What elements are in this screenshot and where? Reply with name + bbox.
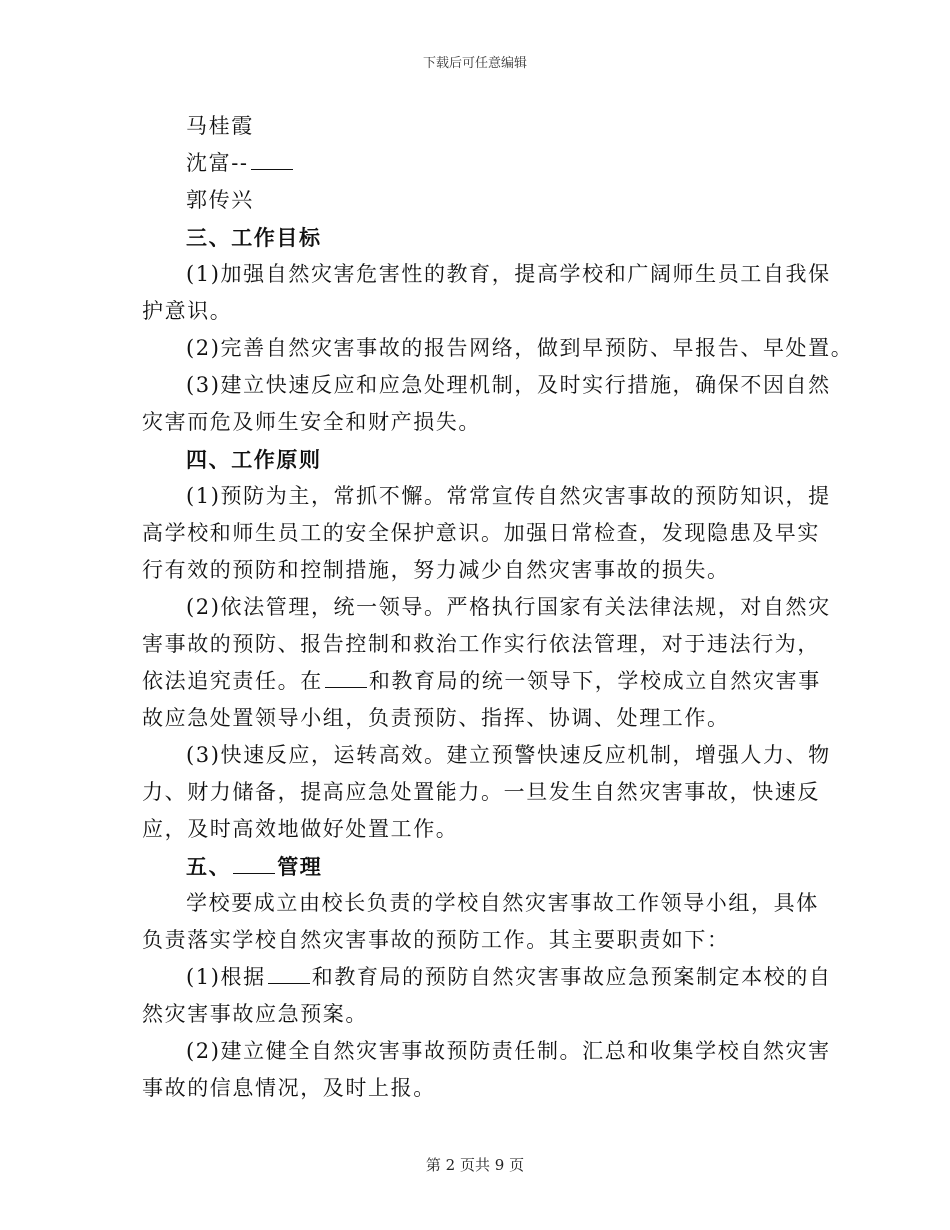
text-line: (1)加强自然灾害危害性的教育，提高学校和广阔师生员工自我保 [186, 262, 831, 286]
text-line: 事故的信息情况，及时上报。 [142, 1076, 436, 1100]
text-line: (1)预防为主，常抓不懈。常常宣传自然灾害事故的预防知识，提 [186, 484, 831, 508]
page-footer: 第 2 页共 9 页 [425, 1156, 525, 1174]
text-line: 应，及时高效地做好处置工作。 [142, 817, 459, 841]
heading-segment: 五、 [186, 854, 232, 879]
text-line: 负责落实学校自然灾害事故的预防工作。其主要职责如下： [142, 928, 730, 952]
text-line [142, 959, 832, 996]
heading-segment: 管理 [277, 854, 323, 879]
section-heading [142, 848, 822, 885]
text-line: 力、财力储备，提高应急处置能力。一旦发生自然灾害事故，快速反 [142, 780, 820, 804]
text-segment: 和教育局的统一领导下，学校成立自然灾害事 [368, 669, 821, 693]
text-line: (3)建立快速反应和应急处理机制，及时实行措施，确保不因自然 [186, 373, 831, 397]
text-line: 灾害而危及师生安全和财产损失。 [142, 410, 481, 434]
fill-blank [233, 853, 275, 874]
fill-blank [325, 667, 367, 688]
text-line: (3)快速反应，运转高效。建立预警快速反应机制，增强人力、物 [186, 743, 831, 767]
text-line: 护意识。 [142, 299, 233, 323]
fill-blank [268, 963, 310, 984]
text-line: 高学校和师生员工的安全保护意识。加强日常检查，发现隐患及早实 [142, 521, 820, 545]
text-line [142, 663, 822, 700]
section-heading: 三、工作目标 [186, 225, 322, 250]
text-line: 害事故的预防、报告控制和救治工作实行依法管理，对于违法行为， [142, 632, 820, 656]
text-line: 故应急处置领导小组，负责预防、指挥、协调、处理工作。 [142, 706, 730, 730]
text-line: (2)建立健全自然灾害事故预防责任制。汇总和收集学校自然灾害 [186, 1039, 831, 1063]
fill-blank [251, 149, 293, 170]
name-text: 沈富-- [186, 151, 249, 175]
text-line: (2)依法管理，统一领导。严格执行国家有关法律法规，对自然灾 [186, 595, 831, 619]
name-line: 马桂霞 [186, 114, 254, 138]
text-line: 然灾害事故应急预案。 [142, 1002, 368, 1026]
text-line: 学校要成立由校长负责的学校自然灾害事故工作领导小组，具体 [186, 891, 819, 915]
section-heading: 四、工作原则 [186, 447, 322, 472]
text-segment: (1)根据 [186, 965, 266, 989]
text-line: (2)完善自然灾害事故的报告网络，做到早预防、早报告、早处置。 [186, 336, 854, 360]
document-body [142, 108, 854, 1107]
text-segment: 依法追究责任。在 [142, 669, 323, 693]
text-segment: 和教育局的预防自然灾害事故应急预案制定本校的自 [311, 965, 832, 989]
page-header: 下载后可任意编辑 [422, 56, 527, 71]
name-line: 郭传兴 [186, 188, 254, 212]
text-line: 行有效的预防和控制措施，努力减少自然灾害事故的损失。 [142, 558, 730, 582]
name-line [142, 145, 822, 182]
